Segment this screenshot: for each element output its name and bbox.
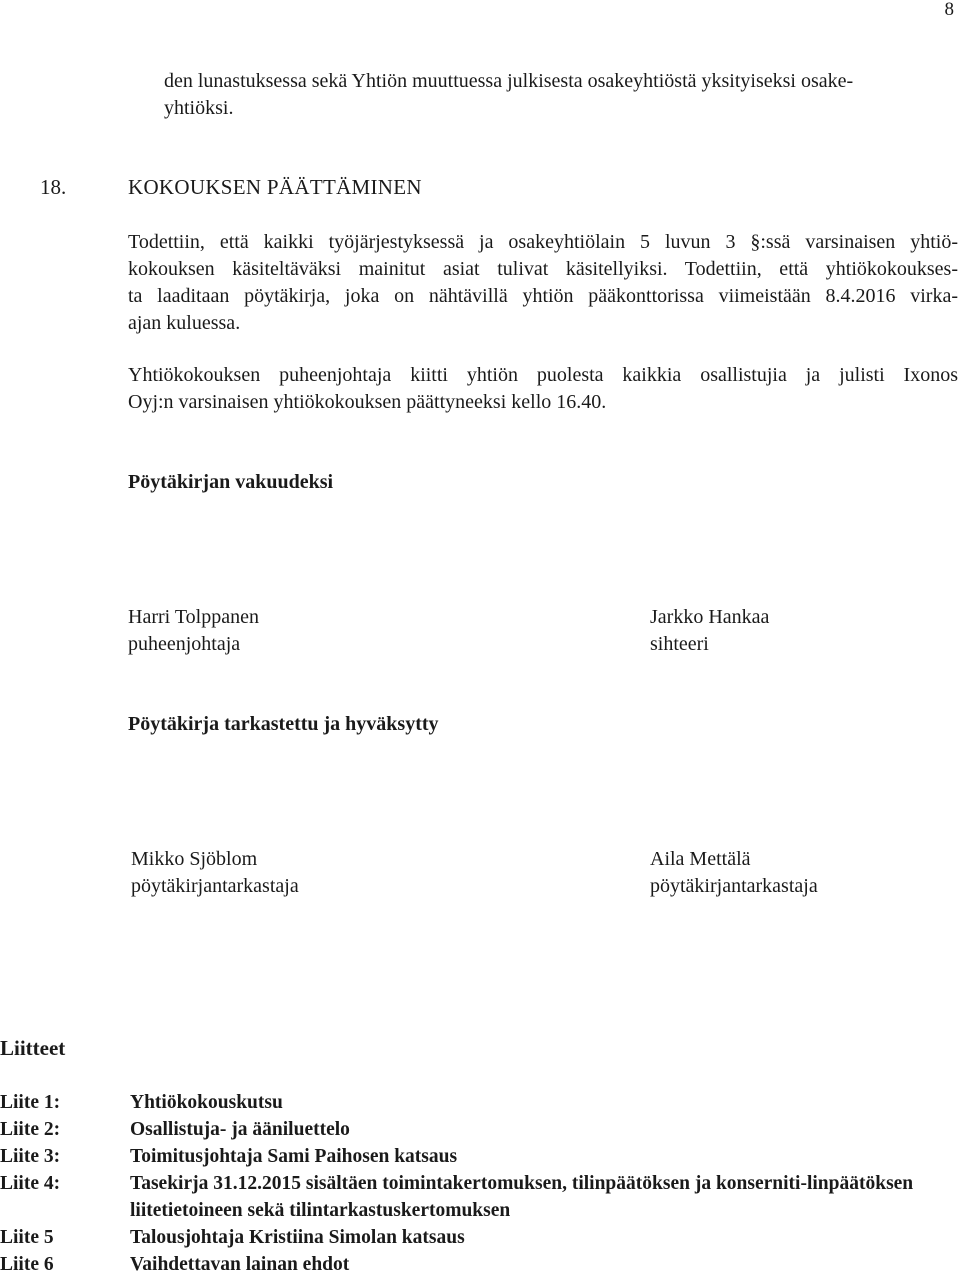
signer-name: Harri Tolppanen — [128, 606, 259, 628]
paragraph-line: kokouksen käsiteltäväksi mainitut asiat tulivat käsitellyiksi. Todettiin, että yhtiökokoukses- — [128, 258, 958, 280]
section-number: 18. — [40, 175, 67, 199]
signer-role: sihteeri — [650, 633, 709, 655]
attachment-label: Liite 5 — [0, 1227, 54, 1248]
paragraph-line: ta laaditaan pöytäkirja, joka on nähtävillä yhtiön pääkonttorissa viimeistään 8.4.2016 virka- — [128, 285, 958, 307]
signer-reviewer-2 — [650, 846, 950, 900]
attachment-text: Vaihdettavan lainan ehdot — [130, 1254, 350, 1275]
signer-chairman — [128, 604, 428, 658]
attachment-label: Liite 4: — [0, 1173, 61, 1194]
paragraph-line: Oyj:n varsinaisen yhtiökokouksen päättyneeksi kello 16.40. — [128, 391, 607, 413]
attachments-list — [0, 1089, 960, 1278]
review-heading: Pöytäkirja tarkastettu ja hyväksytty — [128, 713, 439, 735]
attachment-text: Yhtiökokouskutsu — [130, 1092, 283, 1113]
signer-role: pöytäkirjantarkastaja — [650, 875, 818, 897]
page-number: 8 — [944, 0, 954, 20]
attachments-title: Liitteet — [0, 1036, 66, 1060]
attachment-text: Osallistuja- ja ääniluettelo — [130, 1119, 350, 1140]
attachment-item — [0, 1224, 960, 1251]
attachment-text: Talousjohtaja Kristiina Simolan katsaus — [130, 1227, 465, 1248]
paragraph-line: ajan kuluessa. — [128, 312, 241, 334]
section-title: KOKOUKSEN PÄÄTTÄMINEN — [128, 175, 422, 199]
intro-line: den lunastuksessa sekä Yhtiön muuttuessa julkisesta osakeyhtiöstä yksityiseksi osake- — [164, 70, 854, 92]
attachment-item — [0, 1170, 960, 1224]
signer-secretary — [650, 604, 950, 658]
signer-role: puheenjohtaja — [128, 633, 241, 655]
confirmation-heading: Pöytäkirjan vakuudeksi — [128, 471, 334, 493]
attachment-label: Liite 1: — [0, 1092, 61, 1113]
paragraph-line: Todettiin, että kaikki työjärjestyksessä ja osakeyhtiölain 5 luvun 3 §:ssä varsinaisen yhtiö- — [128, 231, 958, 253]
intro-line: yhtiöksi. — [164, 97, 234, 119]
paragraph-line: Yhtiökokouksen puheenjohtaja kiitti yhtiön puolesta kaikkia osallistujia ja julisti Ixonos — [128, 364, 958, 386]
attachment-label: Liite 2: — [0, 1119, 61, 1140]
signer-name: Aila Mettälä — [650, 848, 751, 870]
attachment-item — [0, 1143, 960, 1170]
attachment-item — [0, 1089, 960, 1116]
attachment-text: Toimitusjohtaja Sami Paihosen katsaus — [130, 1146, 458, 1167]
section-paragraph-1 — [128, 229, 958, 337]
signer-name: Mikko Sjöblom — [131, 848, 258, 870]
signer-reviewer-1 — [131, 846, 431, 900]
attachment-text: Tasekirja 31.12.2015 sisältäen toimintakertomuksen, tilinpäätöksen ja konserniti-linpäätöksen liitetietoineen sekä tilintarkastuskertomuksen — [130, 1173, 914, 1221]
attachment-label: Liite 3: — [0, 1146, 61, 1167]
signer-name: Jarkko Hankaa — [650, 606, 770, 628]
section-paragraph-2 — [128, 362, 958, 416]
attachment-label: Liite 6 — [0, 1254, 54, 1275]
intro-paragraph — [164, 68, 944, 122]
attachment-item — [0, 1116, 960, 1143]
signer-role: pöytäkirjantarkastaja — [131, 875, 299, 897]
